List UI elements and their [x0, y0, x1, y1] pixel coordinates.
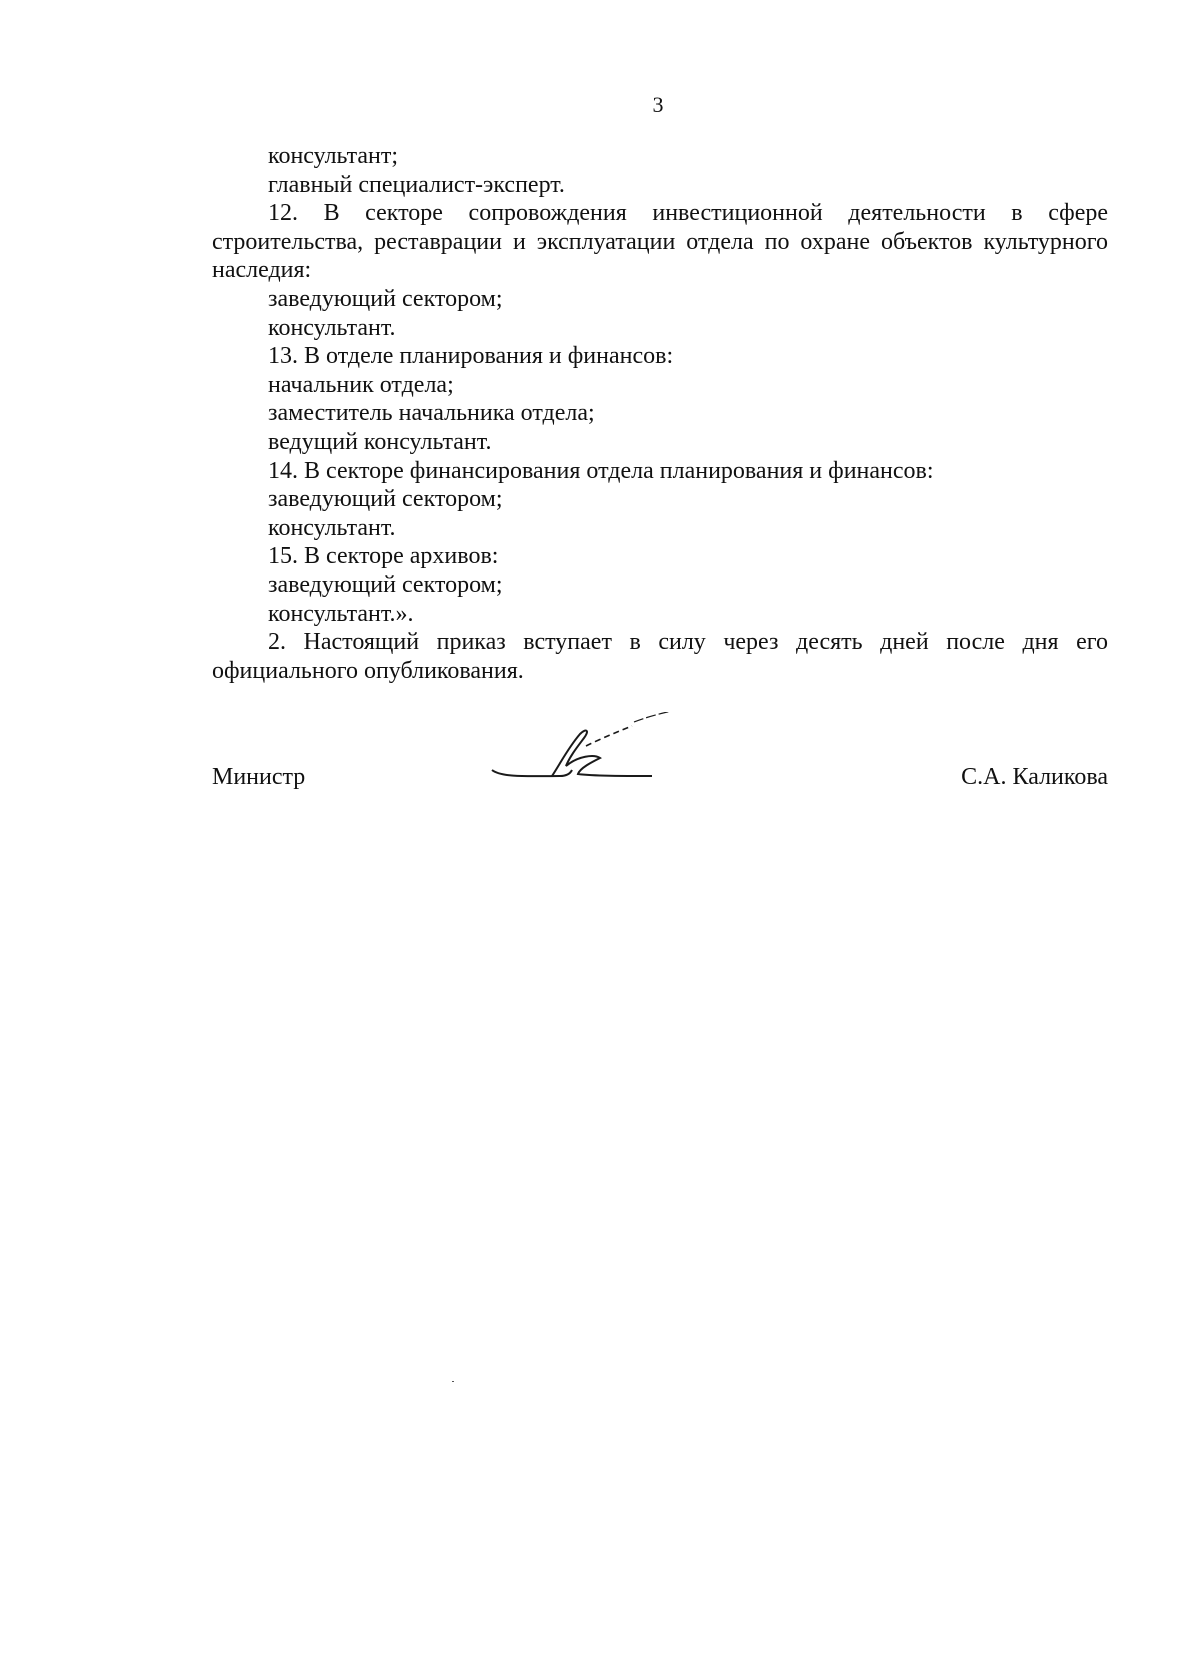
scan-artifact-dot — [452, 1381, 454, 1382]
list-item: консультант. — [268, 314, 396, 341]
list-item: главный специалист-эксперт. — [268, 171, 565, 198]
handwritten-signature — [482, 712, 682, 788]
list-item: заведующий сектором; — [268, 571, 503, 598]
list-item: заместитель начальника отдела; — [268, 400, 595, 427]
list-item: 15. В секторе архивов: — [268, 543, 499, 570]
list-item: консультант.». — [268, 600, 414, 627]
signatory-title: Министр — [212, 764, 306, 790]
page-number: 3 — [652, 92, 664, 117]
list-item: начальник отдела; — [268, 371, 454, 398]
body-paragraph: 2. Настоящий приказ вступает в силу через десять дней после дня его официального опубликования. — [212, 629, 1108, 684]
list-item: 13. В отделе планирования и финансов: — [268, 343, 674, 370]
list-item: 14. В секторе финансирования отдела планирования и финансов: — [268, 457, 934, 484]
signature-block — [212, 712, 1108, 792]
list-item: заведующий сектором; — [268, 285, 503, 312]
list-item: заведующий сектором; — [268, 486, 503, 513]
list-item: консультант. — [268, 514, 396, 541]
list-item: консультант; — [268, 143, 399, 169]
list-item: ведущий консультант. — [268, 428, 492, 455]
signatory-name: С.А. Каликова — [961, 764, 1108, 790]
body-paragraph: 12. В секторе сопровождения инвестиционной деятельности в сфере строительства, реставрации и эксплуатации отдела по охране объектов культурного наследия: — [212, 200, 1108, 284]
document-body — [212, 142, 1108, 685]
